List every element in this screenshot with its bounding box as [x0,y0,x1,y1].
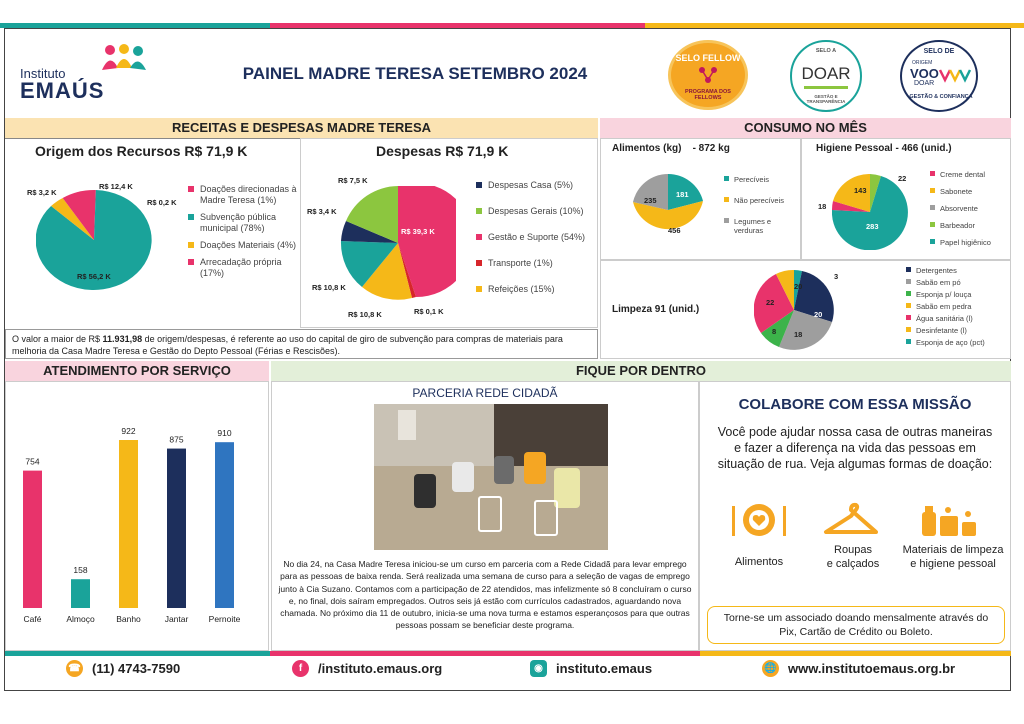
legend-swatch [906,267,911,272]
footer-facebook-text: /instituto.emaus.org [318,661,443,676]
legend-swatch [188,214,194,220]
limpeza-value-4: 22 [766,298,775,307]
logo-people-icon [98,44,148,72]
legend-label: Gestão e Suporte (54%) [488,232,586,242]
despesas-legend [476,180,596,301]
parceria-photo [374,404,608,550]
logo-big-text: EMAÚS [20,78,105,103]
legend-swatch [906,315,911,320]
seal-doar-main: DOAR [801,64,851,83]
seal-voo-brand: VOO [910,66,939,81]
legend-item [188,212,298,234]
legend-label: Sabão em pedra [916,302,972,311]
bar-value-label: 875 [169,434,184,445]
alimentos-value-2: 235 [644,196,657,205]
alimentos-value-1: 456 [668,226,681,235]
bar-category-label: Pernoite [208,614,241,624]
photo-person [414,474,436,508]
legend-label: Transporte (1%) [488,258,553,268]
bar-category-label: Almoço [66,614,95,624]
legend-item [906,290,1008,299]
bar-category-label: Banho [116,614,141,624]
limpeza-value-5: 20 [794,282,803,291]
legend-label: Esponja p/ louça [916,290,972,299]
footer-instagram-text: instituto.emaus [556,661,653,676]
legend-item [906,338,1008,347]
legend-item [476,284,596,295]
legend-item [476,232,596,243]
legend-label: Sabão em pó [916,278,961,287]
footer-instagram[interactable] [530,660,652,677]
hanger-icon [822,502,880,538]
legend-swatch [906,291,911,296]
legend-swatch [724,197,729,202]
despesas-label-0: R$ 7,5 K [338,176,368,185]
bar-almoço [71,579,90,608]
seal-doar-bar [804,86,848,89]
limpeza-value-2: 18 [794,330,803,339]
legend-item [930,170,1010,179]
bar-category-label: Café [23,614,42,624]
bar-value-label: 922 [121,426,136,436]
bar-banho [119,440,138,608]
photo-person [524,452,546,484]
alimentos-pie-chart [632,174,704,246]
photo-window [398,410,416,440]
limpeza-title: Limpeza 91 (unid.) [612,304,700,315]
seal-voo-bottom: GESTÃO & CONFIANÇA [909,94,973,100]
note-suffix: de origem/despesas, é referente ao uso do capital de giro de subvenção para compras de materiais para melhoria da Casa Madre Teresa e Gestão do Depto Pessoal (Férias e Rescisões). [12,334,563,356]
globe-icon: 🌐 [762,660,779,677]
despesas-label-5: R$ 0,1 K [414,307,444,316]
legend-label: Perecíveis [734,175,770,184]
legend-swatch [476,208,482,214]
legend-swatch [188,186,194,192]
origem-label-1: R$ 3,2 K [27,188,57,197]
atendimento-section-title: ATENDIMENTO POR SERVIÇO [5,361,269,382]
legend-item [906,314,1008,323]
seal-doar-bottom: GESTÃO E TRANSPARÊNCIA [806,94,846,104]
legend-item [906,266,1008,275]
footer-site[interactable] [762,660,955,677]
legend-label: Absorvente [940,204,978,213]
legend-item [930,221,1010,230]
legend-label: Não perecíveis [734,196,785,205]
legend-label: Subvenção pública municipal (78%) [200,212,277,233]
bar-café [23,471,42,608]
higiene-value-2: 18 [818,202,827,211]
legend-label: Creme dental [940,170,986,179]
bar-jantar [167,449,186,608]
seal-doar [790,40,862,112]
fique-text: No dia 24, na Casa Madre Teresa iniciou-se um curso em parceria com a Rede Cidadã para levar emprego para as pessoas de baixa renda. Será realizada uma semana de curso para a seleção de vagas de emprego junto à Cia Suzano. Contamos com a participação de 22 atendidos, mas infelizmente só 8 concluíram o curso e, no final, dois saíram empregados. Outros seis já estão com currículos cadastrados, aguardando nova chamada. No próximo dia 11 de outubro, inicia-se uma nova turma e estamos esperançosos para que outras pessoas possam se beneficiar deste programa. [278,559,692,631]
fique-subtitle: PARCERIA REDE CIDADÃ [412,386,558,400]
despesas-label-3: R$ 10,8 K [312,283,346,292]
legend-label: Detergentes [916,266,957,275]
seal-voo-doar [900,40,978,112]
seal-fellow-top: SELO FELLOW [675,53,741,63]
legend-swatch [930,171,935,176]
legend-swatch [930,239,935,244]
footer-facebook[interactable] [292,660,442,677]
alimentos-title-text: Alimentos (kg) [612,143,682,154]
seal-voo-origin: ORIGEM [912,60,933,66]
photo-person [494,456,514,484]
legend-label: Sabonete [940,187,973,196]
footer-phone-text: (11) 4743-7590 [92,661,181,676]
note-value: 11.931,98 [102,334,143,344]
colabore-item-roupas: Roupas e calçados [826,544,880,570]
legend-item [476,206,596,217]
receitas-note [5,329,598,359]
legend-swatch [906,339,911,344]
legend-item [906,326,1008,335]
legend-item [906,278,1008,287]
photo-chair [478,496,502,532]
legend-swatch [724,218,729,223]
legend-swatch [476,182,482,188]
legend-item [724,217,794,235]
legend-label: Desinfetante (l) [916,326,967,335]
legend-label: Barbeador [940,221,976,230]
legend-label: Refeições (15%) [488,284,555,294]
limpeza-value-1: 20 [814,310,823,319]
bottom-stripe-pink [270,651,700,656]
despesas-title: Despesas R$ 71,9 K [376,143,509,159]
higiene-legend [930,170,1010,252]
footer-phone[interactable] [66,660,180,677]
plate-heart-icon [726,502,792,538]
associado-cta[interactable]: Torne-se um associado doando mensalmente através do Pix, Cartão de Crédito ou Boleto. [707,606,1005,644]
logo-small-text: Instituto [20,66,66,81]
legend-label: Esponja de aço (pct) [916,338,985,347]
legend-item [476,258,596,269]
legend-swatch [930,222,935,227]
legend-item [476,180,596,191]
alimentos-legend [724,175,794,240]
alimentos-title [612,143,730,154]
legend-label: Papel higiênico [940,238,991,247]
colabore-item-limpeza: Materiais de limpeza e higiene pessoal [902,544,1004,570]
higiene-value-0: 22 [898,174,907,183]
legend-swatch [906,279,911,284]
facebook-icon: f [292,660,309,677]
despesas-label-1: R$ 3,4 K [307,207,337,216]
legend-swatch [188,242,194,248]
seal-voo-top: SELO DE [923,48,955,55]
legend-item [930,238,1010,247]
instagram-icon: ◉ [530,660,547,677]
seal-fellow [668,40,748,110]
legend-swatch [476,234,482,240]
legend-label: Doações direcionadas à Madre Teresa (1%) [200,184,297,205]
phone-icon: ☎ [66,660,83,677]
legend-swatch [906,303,911,308]
despesas-label-4: R$ 10,8 K [348,310,382,319]
legend-label: Água sanitária (l) [916,314,973,323]
limpeza-value-0: 3 [834,272,839,281]
legend-label: Despesas Gerais (10%) [488,206,584,216]
higiene-title: Higiene Pessoal - 466 (unid.) [816,143,952,154]
legend-swatch [930,188,935,193]
legend-item [906,302,1008,311]
legend-swatch [476,286,482,292]
limpeza-legend [906,266,1008,352]
check-marks-icon [938,66,972,84]
legend-label: Despesas Casa (5%) [488,180,574,190]
seal-fellow-bottom: PROGRAMA DOS FELLOWS [685,89,731,101]
bar-value-label: 754 [25,456,40,467]
legend-swatch [476,260,482,266]
legend-item [930,187,1010,196]
network-icon [698,66,718,84]
higiene-value-3: 143 [854,186,867,195]
legend-label: Arrecadação própria (17%) [200,257,282,278]
legend-swatch [906,327,911,332]
atendimento-bar-chart [8,400,266,630]
legend-swatch [724,176,729,181]
footer-site-text: www.institutoemaus.org.br [788,661,956,676]
bar-category-label: Jantar [164,614,189,624]
colabore-title: COLABORE COM ESSA MISSÃO [738,396,972,413]
bottom-stripe-teal [5,651,270,656]
despesas-label-2: R$ 39,3 K [401,227,435,236]
logo [20,44,150,103]
consumo-section-title: CONSUMO NO MÊS [600,118,1011,139]
legend-swatch [930,205,935,210]
legend-item [188,184,298,206]
despesas-pie-chart [340,186,456,300]
origem-title: Origem dos Recursos R$ 71,9 K [35,143,248,159]
bar-value-label: 158 [73,565,88,576]
seal-voo-brand2: DOAR [914,80,935,87]
seal-doar-top: SELO A [815,48,837,54]
legend-item [188,257,298,279]
origem-label-0: R$ 56,2 K [77,272,111,281]
higiene-pie-chart [832,174,908,250]
legend-item [724,175,794,184]
legend-item [724,196,794,205]
alimentos-value-0: 181 [676,190,689,199]
legend-item [188,240,298,251]
limpeza-value-3: 8 [772,327,777,336]
fique-section-title: FIQUE POR DENTRO [271,361,1011,382]
page-title: PAINEL MADRE TERESA SETEMBRO 2024 [242,64,588,83]
origem-legend [188,184,298,285]
colabore-item-alimentos: Alimentos [734,556,784,568]
note-prefix: O valor a maior de R$ [12,334,103,344]
origem-label-3: R$ 0,2 K [147,198,177,207]
bar-value-label: 910 [217,428,232,439]
legend-item [930,204,1010,213]
bottom-stripe-yellow [700,651,1011,656]
photo-person [452,462,474,492]
receitas-section-title: RECEITAS E DESPESAS MADRE TERESA [5,118,598,139]
legend-label: Legumes e verduras [734,217,772,235]
legend-label: Doações Materiais (4%) [200,240,297,250]
colabore-text: Você pode ajudar nossa casa de outras maneiras e fazer a diferença na vida das pessoas em situação de rua. Veja algumas formas de doação: [717,425,993,471]
higiene-value-1: 283 [866,222,879,231]
legend-swatch [188,259,194,265]
alimentos-total: - 872 kg [692,143,730,154]
cleaning-supplies-icon [920,502,978,538]
bar-pernoite [215,442,234,608]
origem-label-2: R$ 12,4 K [99,182,133,191]
photo-chair [534,500,558,536]
